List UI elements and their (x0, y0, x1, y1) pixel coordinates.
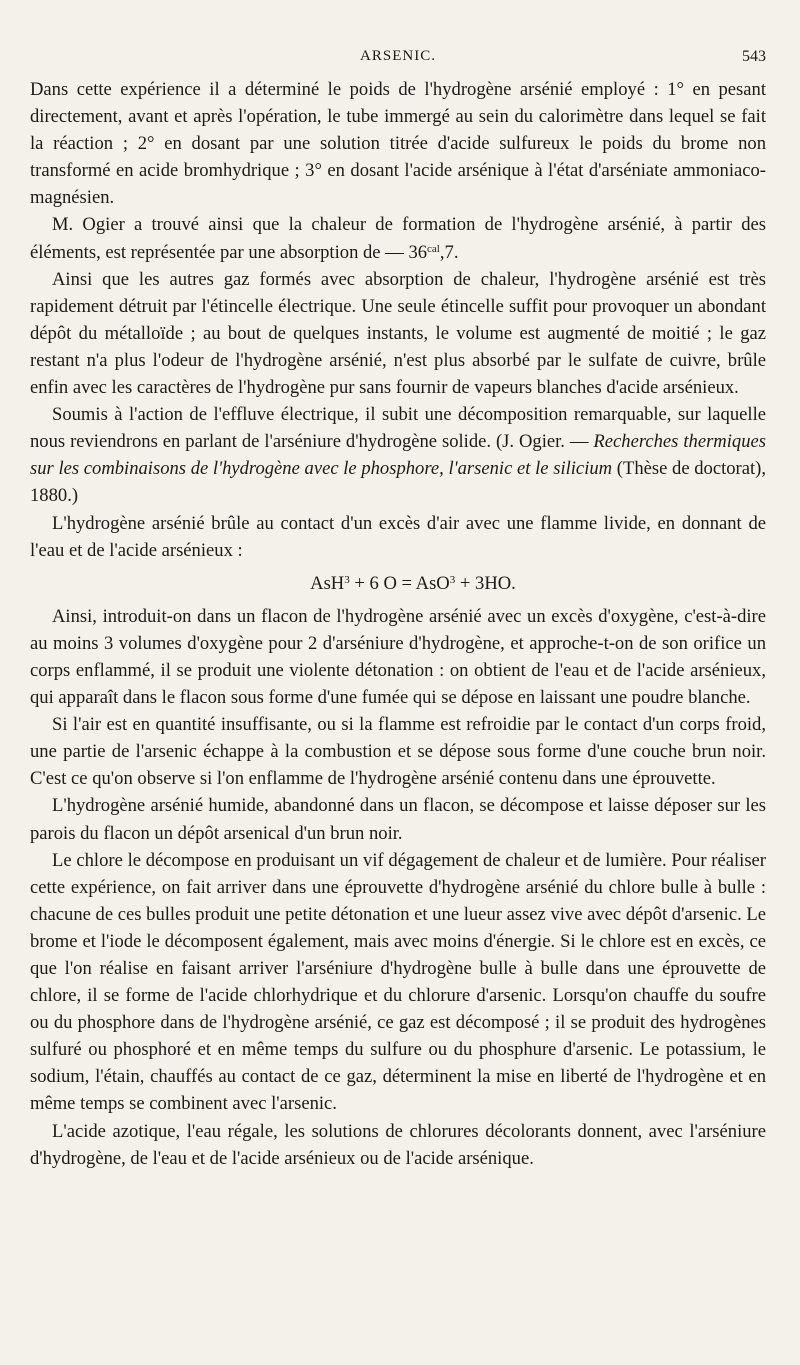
calorie-unit: cal (427, 242, 440, 255)
paragraph-4 (30, 401, 766, 509)
combustion-equation (30, 570, 766, 597)
book-page (30, 48, 766, 1348)
paragraph-2-end: ,7. (439, 241, 459, 263)
paragraph-2 (30, 211, 766, 265)
paragraph-3: Ainsi que les autres gaz formés avec absorption de chaleur, l'hydrogène arsénié est très rapidement détruit par l'étincelle électrique. Une seule étincelle suffit pour provoquer un abondant dépôt du métalloïde ; au bout de quelques instants, le volume est augmenté de moitié ; le gaz restant n'a plus l'odeur de l'hydrogène arsénié, n'est plus absorbé par le sulfate de cuivre, brûle enfin avec les caractères de l'hydrogène pur sans fournir de vapeurs blanches d'acide arsénieux. (30, 268, 766, 399)
body-text (30, 76, 766, 1172)
paragraph-8: L'hydrogène arsénié humide, abandonné dans un flacon, se décompose et laisse déposer sur les parois du flacon un dépôt arsenical d'un brun noir. (30, 795, 766, 844)
paragraph-7: Si l'air est en quantité insuffisante, ou si la flamme est refroidie par le contact d'un corps froid, une partie de l'arsenic échappe à la combustion et se dépose sous forme d'une couche brun noir. C'est ce qu'on observe si l'on enflamme de l'hydrogène arsénié contenu dans une éprouvette. (30, 714, 766, 790)
paragraph-9: Le chlore le décompose en produisant un vif dégagement de chaleur et de lumière. Pour réaliser cette expérience, on fait arriver dans une éprouvette d'hydrogène arsénié du chlore bulle à bulle : chacune de ces bulles produit une petite détonation et une lueur assez vive avec dépôt d'arsenic. Le brome et l'iode le décomposent également, mais avec moins d'énergie. Si le chlore est en excès, ce que l'on réalise en faisant arriver l'arséniure d'hydrogène bulle à bulle dans une éprouvette de chlore, il se forme de l'acide chlorhydrique et du chlorure d'arsenic. Lorsqu'on chauffe du soufre ou du phosphore dans de l'hydrogène arsénié, ce gaz est décomposé ; il se produit des hydrogènes sulfuré ou phosphoré et en même temps du sulfure ou du phosphure d'arsenic. Le potassium, le sodium, l'étain, chauffés au contact de ce gaz, déterminent la mise en liberté de l'hydrogène et en même temps se combinent avec l'arsenic. (30, 849, 766, 1115)
thesis-title: Recherches thermiques sur les combinaisons de l'hydrogène avec le phosphore, l'arsenic et le silicium (30, 431, 766, 480)
paragraph-6: Ainsi, introduit-on dans un flacon de l'hydrogène arsénié avec un excès d'oxygène, c'est-à-dire au moins 3 volumes d'oxygène pour 2 d'arséniure d'hydrogène, et approche-t-on de son orifice un corps enflammé, il se produit une violente détonation : on obtient de l'eau et de l'acide arsénieux, qui apparaît dans le flacon sous forme d'une fumée qui se dépose en laissant une poudre blanche. (30, 605, 766, 709)
equation-part-c: + 3HO. (455, 572, 516, 594)
equation-sup-b: 3 (449, 573, 456, 586)
equation-part-a: AsH (310, 572, 345, 594)
paragraph-2-text: M. Ogier a trouvé ainsi que la chaleur de formation de l'hydrogène arsénié, à partir des éléments, est représentée par une absorption de — 36 (30, 214, 766, 263)
paragraph-4-text: Soumis à l'action de l'effluve électrique, il subit une décomposition remarquable, sur laquelle nous reviendrons en parlant de l'arséniure d'hydrogène solide. (J. Ogier. — (30, 404, 766, 453)
paragraph-5: L'hydrogène arsénié brûle au contact d'un excès d'air avec une flamme livide, en donnant de l'eau et de l'acide arsénieux : (30, 512, 766, 561)
running-title: ARSENIC. (360, 48, 436, 64)
page-header (30, 48, 766, 76)
page-number: 543 (742, 48, 766, 65)
equation-part-b: + 6 O = AsO (349, 572, 450, 594)
paragraph-10: L'acide azotique, l'eau régale, les solutions de chlorures décolorants donnent, avec l'arséniure d'hydrogène, de l'eau et de l'acide arsénieux ou de l'acide arsénique. (30, 1120, 766, 1169)
paragraph-4-end: (Thèse de doctorat), 1880.) (30, 458, 767, 507)
equation-sup-a: 3 (344, 573, 350, 586)
paragraph-1: Dans cette expérience il a déterminé le poids de l'hydrogène arsénié employé : 1° en pesant directement, avant et après l'opération, le tube immergé au sein du calorimètre dans lequel se fait la réaction ; 2° en dosant par une solution titrée d'acide sulfureux le poids du brome non transformé en acide bromhydrique ; 3° en dosant l'acide arsénique à l'état d'arséniate ammoniaco-magnésien. (30, 79, 766, 209)
